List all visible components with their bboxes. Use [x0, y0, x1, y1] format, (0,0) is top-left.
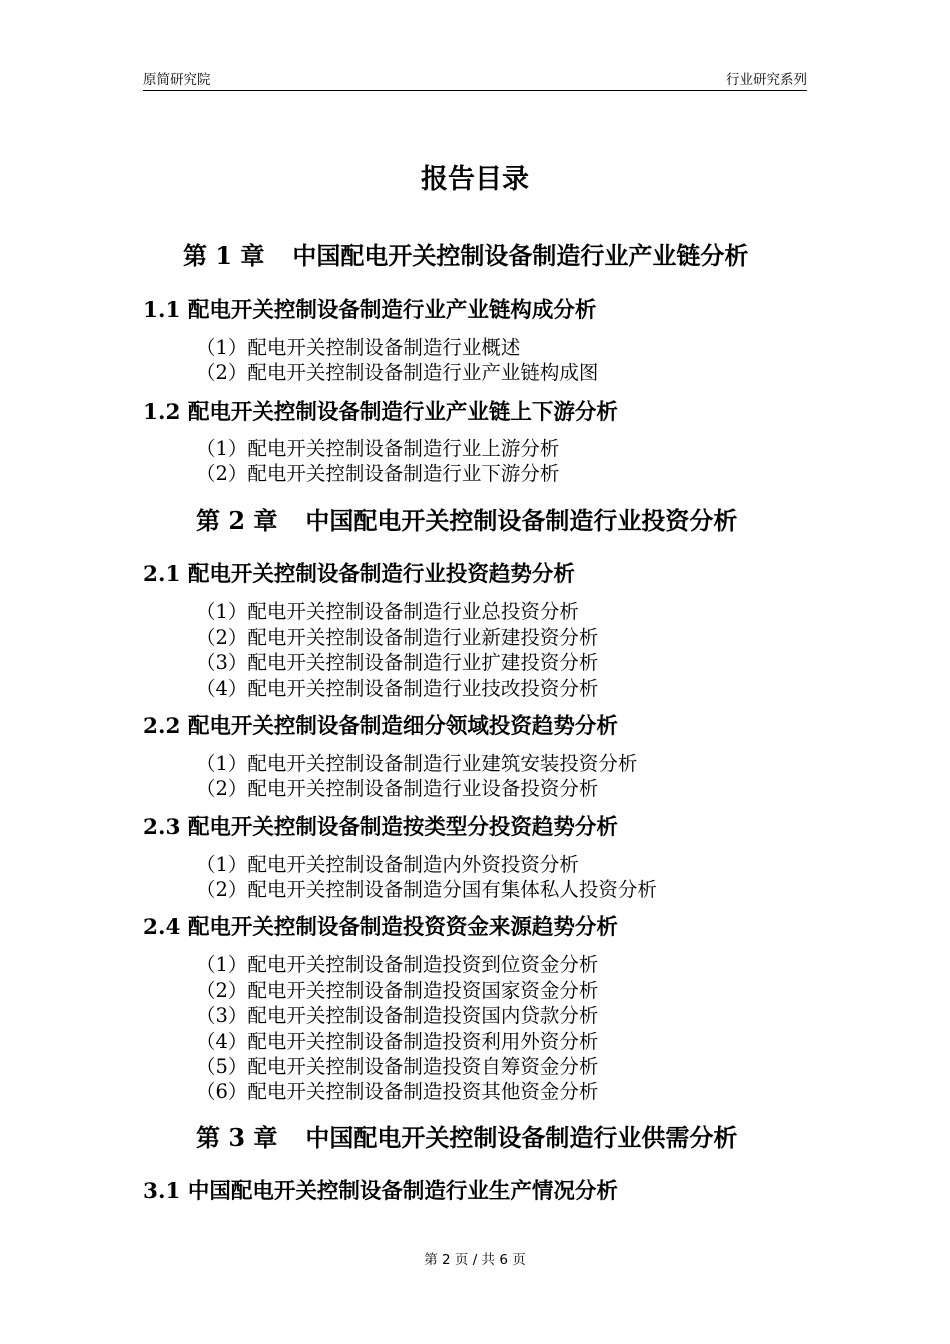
toc-chapter-heading: [183, 236, 748, 271]
header-series: 行业研究系列: [726, 72, 807, 88]
header-org: 原简研究院: [143, 72, 211, 88]
toc-item: （1）配电开关控制设备制造行业概述: [196, 336, 521, 359]
toc-item: （1）配电开关控制设备制造行业建筑安装投资分析: [196, 752, 638, 775]
toc-item: （1）配电开关控制设备制造行业上游分析: [196, 437, 560, 460]
toc-chapter-heading: [196, 1118, 737, 1153]
page-header: [143, 66, 807, 91]
toc-item: （2）配电开关控制设备制造行业产业链构成图: [196, 361, 599, 384]
toc-section-heading: 2.1 配电开关控制设备制造行业投资趋势分析: [143, 562, 575, 587]
toc-section-heading: 2.2 配电开关控制设备制造细分领域投资趋势分析: [143, 714, 618, 739]
toc-item: （3）配电开关控制设备制造投资国内贷款分析: [196, 1004, 599, 1027]
toc-item: （3）配电开关控制设备制造行业扩建投资分析: [196, 651, 599, 674]
toc-item: （2）配电开关控制设备制造行业设备投资分析: [196, 777, 599, 800]
toc-chapter-heading: [196, 501, 737, 536]
toc-item: （4）配电开关控制设备制造投资利用外资分析: [196, 1030, 599, 1053]
toc-section-heading: 3.1 中国配电开关控制设备制造行业生产情况分析: [143, 1179, 618, 1204]
toc-item: （4）配电开关控制设备制造行业技改投资分析: [196, 677, 599, 700]
page-title: 报告目录: [421, 164, 529, 195]
toc-section-heading: 2.4 配电开关控制设备制造投资资金来源趋势分析: [143, 915, 618, 940]
chapter-title: 中国配电开关控制设备制造行业投资分析: [305, 506, 738, 535]
toc-item: （2）配电开关控制设备制造行业新建投资分析: [196, 626, 599, 649]
toc-item: （2）配电开关控制设备制造行业下游分析: [196, 462, 560, 485]
toc-item: （1）配电开关控制设备制造投资到位资金分析: [196, 953, 599, 976]
chapter-number: 第 3 章: [196, 1123, 278, 1152]
toc-item: （6）配电开关控制设备制造投资其他资金分析: [196, 1080, 599, 1103]
toc-item: （5）配电开关控制设备制造投资自筹资金分析: [196, 1055, 599, 1078]
chapter-number: 第 2 章: [196, 506, 278, 535]
toc-item: （1）配电开关控制设备制造内外资投资分析: [196, 853, 579, 876]
toc-item: （2）配电开关控制设备制造分国有集体私人投资分析: [196, 878, 657, 901]
chapter-number: 第 1 章: [183, 241, 265, 270]
chapter-title: 中国配电开关控制设备制造行业产业链分析: [292, 241, 749, 270]
toc-item: （1）配电开关控制设备制造行业总投资分析: [196, 600, 579, 623]
toc-section-heading: 1.1 配电开关控制设备制造行业产业链构成分析: [143, 298, 597, 323]
chapter-title: 中国配电开关控制设备制造行业供需分析: [305, 1123, 738, 1152]
toc-item: （2）配电开关控制设备制造投资国家资金分析: [196, 979, 599, 1002]
page-footer: 第 2 页 / 共 6 页: [424, 1252, 526, 1268]
toc-section-heading: 2.3 配电开关控制设备制造按类型分投资趋势分析: [143, 815, 618, 840]
toc-section-heading: 1.2 配电开关控制设备制造行业产业链上下游分析: [143, 400, 618, 425]
